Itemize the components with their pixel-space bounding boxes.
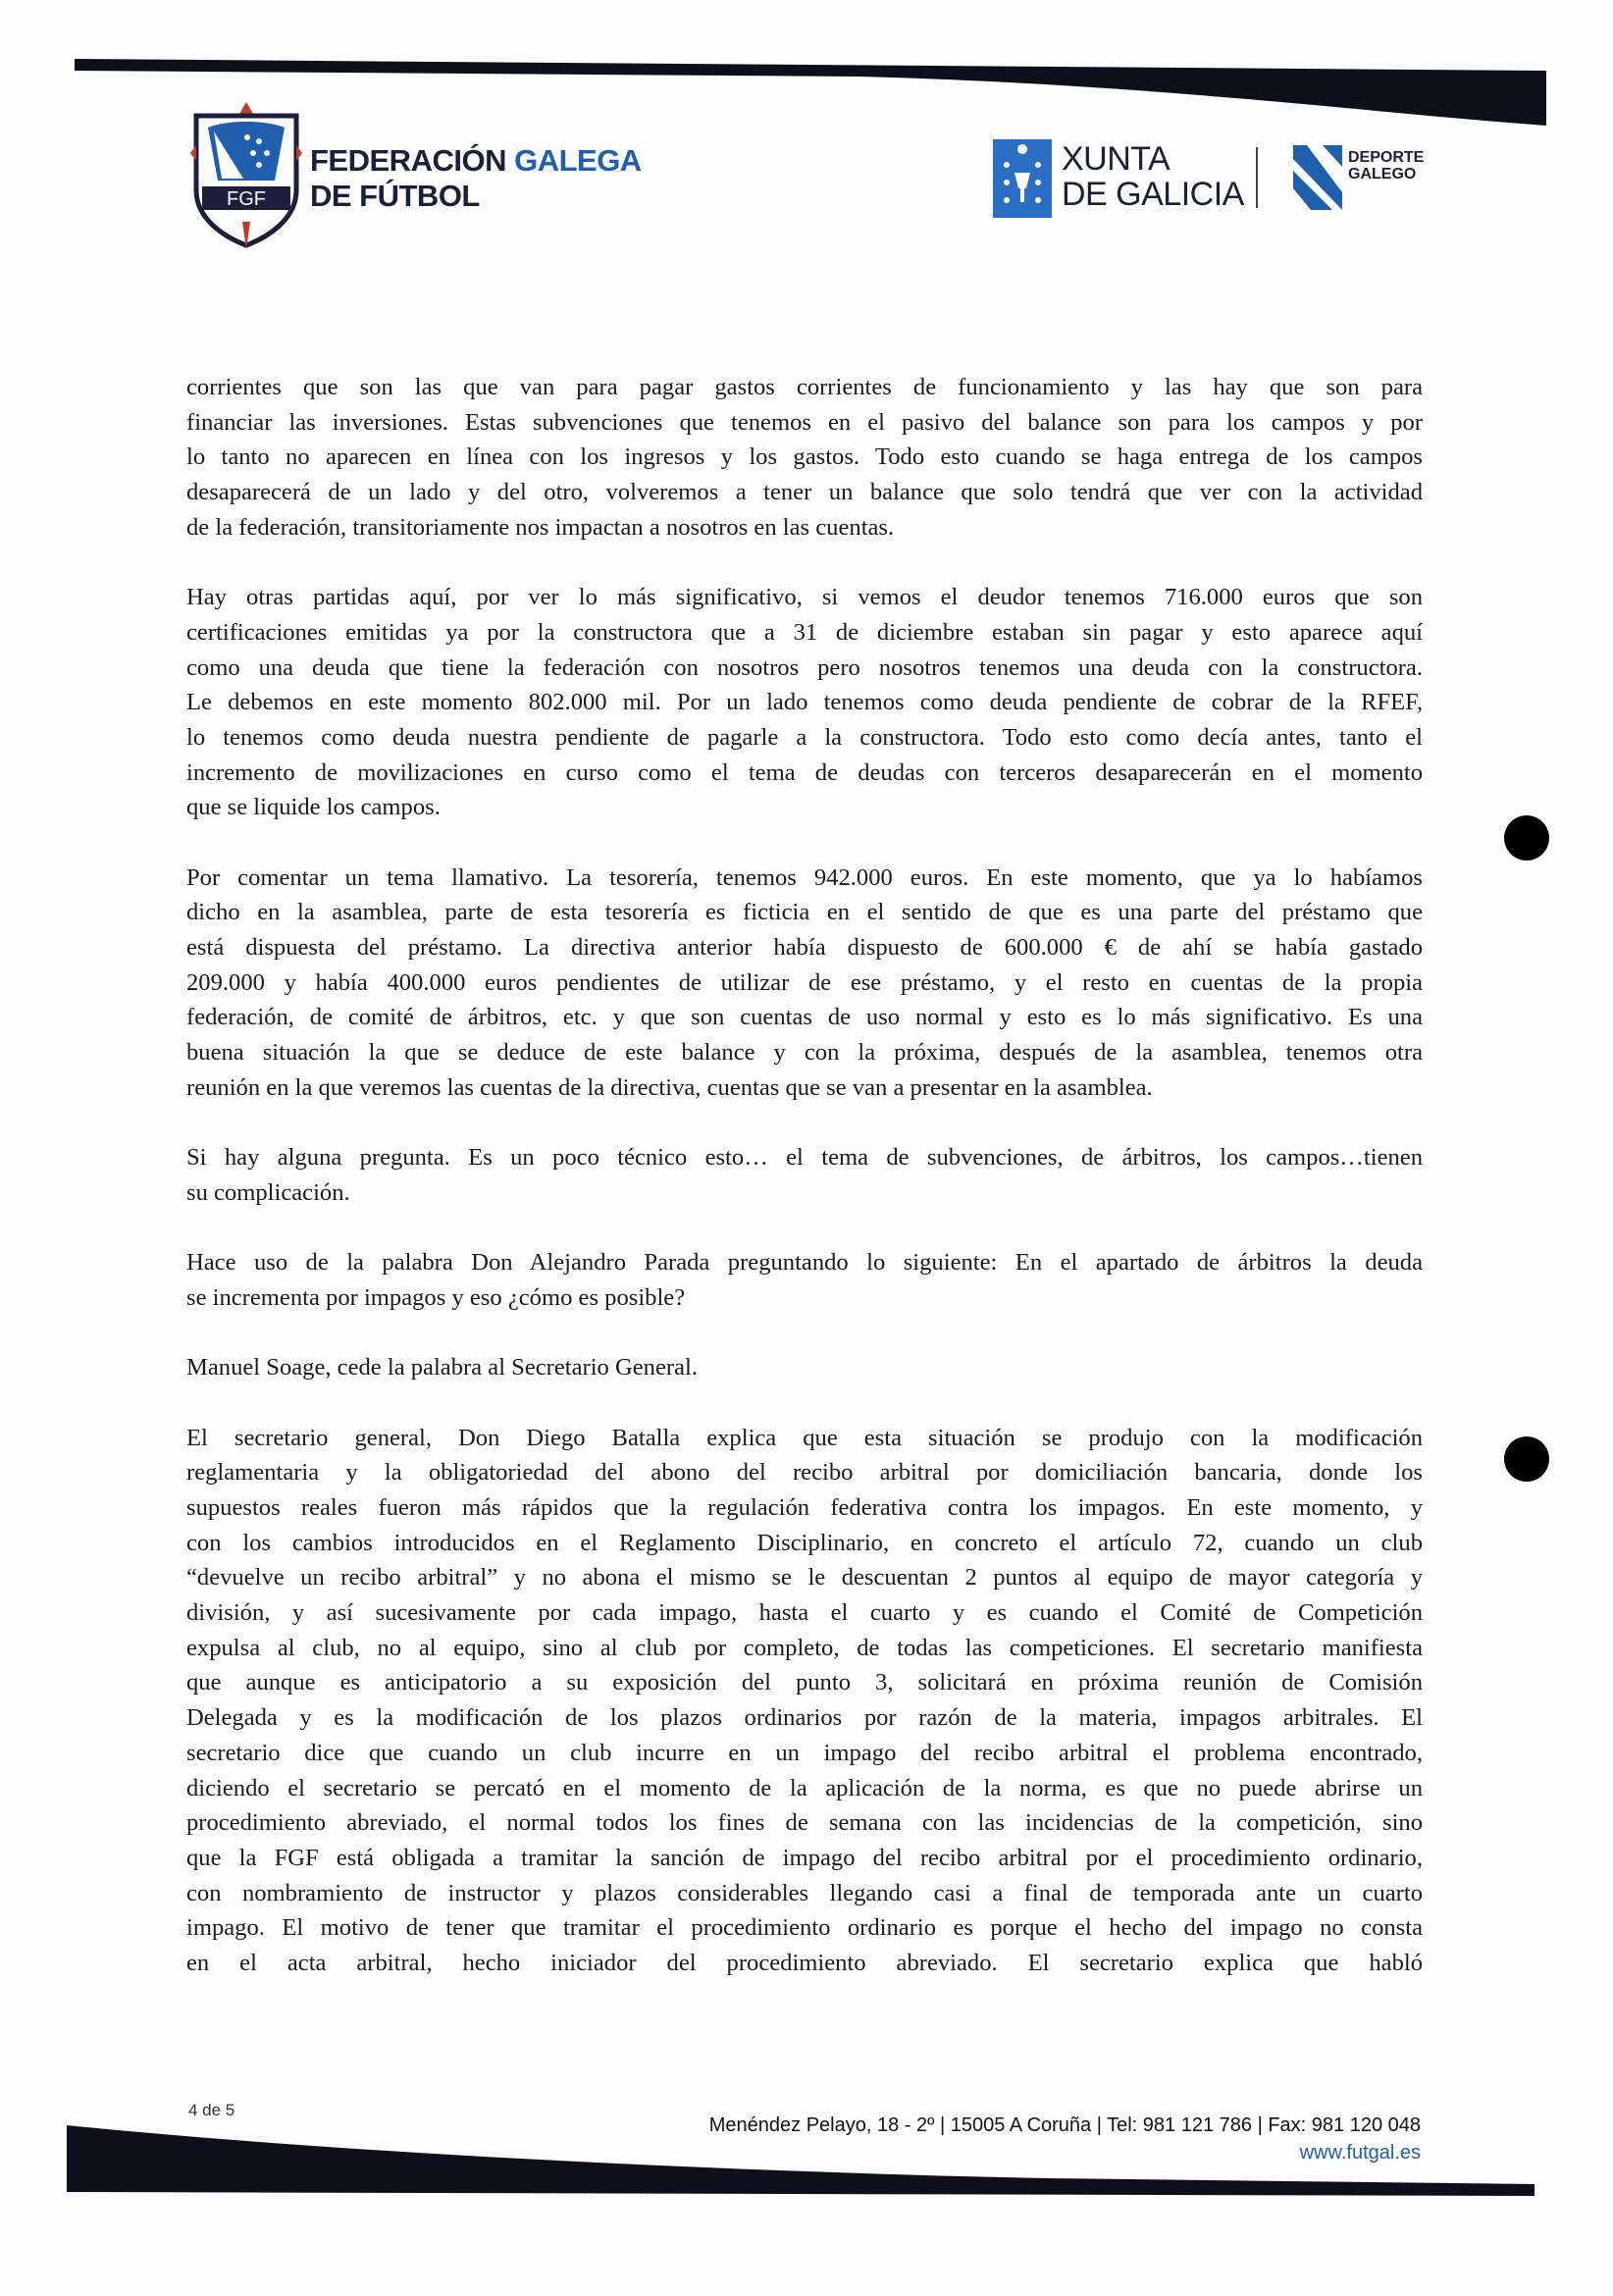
text-line: “devuelve un recibo arbitral” y no abona el mismo se le descuentan 2 puntos al equipo de mayor categoría y <box>186 1564 1423 1592</box>
document-body <box>186 370 1423 2015</box>
xunta-galicia-emblem <box>993 139 1052 218</box>
footer-website-link[interactable]: www.futgal.es <box>1299 2142 1421 2164</box>
deporte-galego-wordmark: DEPORTE GALEGO <box>1348 149 1425 183</box>
text-line: su complicación. <box>186 1178 350 1206</box>
punch-hole-mark <box>1504 815 1549 861</box>
paragraph <box>186 861 1423 1106</box>
text-line: que se liquide los campos. <box>186 794 441 821</box>
text-line: con los cambios introducidos en el Reglamento Disciplinario, en concreto el artículo 72, cuando un club <box>186 1529 1423 1556</box>
text-line: dicho en la asamblea, parte de esta tesorería es ficticia en el sentido de que es una parte del préstamo que <box>186 899 1423 926</box>
text-line: que aunque es anticipatorio a su exposición del punto 3, solicitará en próxima reunión de Comisión <box>186 1669 1423 1696</box>
deporte-galego-emblem <box>1293 145 1342 210</box>
paragraph <box>186 1421 1423 1981</box>
text-line: de la federación, transitoriamente nos impactan a nosotros en las cuentas. <box>186 513 895 541</box>
text-line: impago. El motivo de tener que tramitar el procedimiento ordinario es porque el hecho del impago no consta <box>186 1914 1423 1942</box>
text-line: Hay otras partidas aquí, por ver lo más significativo, si vemos el deudor tenemos 716.000 euros que son <box>186 584 1423 611</box>
text-line: división, y así sucesivamente por cada impago, hasta el cuarto y es cuando el Comité de Competición <box>186 1599 1423 1627</box>
text-line: buena situación la que se deduce de este balance y con la próxima, después de la asamblea, tenemos otra <box>186 1039 1423 1067</box>
text-line: 209.000 y había 400.000 euros pendientes de utilizar de ese préstamo, y el resto en cuentas de la propia <box>186 968 1423 996</box>
text-line: se incrementa por impagos y eso ¿cómo es posible? <box>186 1283 686 1311</box>
text-line: expulsa al club, no al equipo, sino al club por completo, de todas las competiciones. El secretario manifiesta <box>186 1634 1423 1661</box>
text-line: Por comentar un tema llamativo. La tesorería, tenemos 942.000 euros. En este momento, que ya lo habíamos <box>186 863 1423 891</box>
footer-decorative-bar <box>67 2125 1535 2198</box>
text-line: Hace uso de la palabra Don Alejandro Parada preguntando lo siguiente: En el apartado de árbitros la deuda <box>186 1249 1423 1277</box>
text-line: certificaciones emitidas ya por la constructora que a 31 de diciembre estaban sin pagar y esto aparece aquí <box>186 618 1423 646</box>
org-name: FEDERACIÓN GALEGA DE FÚTBOL <box>310 143 642 213</box>
paragraph <box>186 1350 1423 1385</box>
punch-hole-mark <box>1504 1436 1549 1482</box>
footer-address: Menéndez Pelayo, 18 - 2º | 15005 A Coruña | Tel: 981 121 786 | Fax: 981 120 048 <box>708 2114 1421 2136</box>
page-number: 4 de 5 <box>188 2101 235 2119</box>
text-line: corrientes que son las que van para pagar gastos corrientes de funcionamiento y las hay que son para <box>186 374 1423 400</box>
text-line: lo tenemos como deuda nuestra pendiente de pagarle a la constructora. Todo esto como decía antes, tanto el <box>186 723 1423 751</box>
text-line: Si hay alguna pregunta. Es un poco técnico esto… el tema de subvenciones, de árbitros, los campos…tienen <box>186 1144 1423 1172</box>
text-line: está dispuesta del préstamo. La directiva anterior había dispuesto de 600.000 € de ahí se había gastado <box>186 934 1423 961</box>
text-line: Manuel Soage, cede la palabra al Secretario General. <box>186 1354 698 1382</box>
text-line: Delegada y es la modificación de los plazos ordinarios por razón de la materia, impagos arbitrales. El <box>186 1704 1423 1732</box>
text-line: federación, de comité de árbitros, etc. y que son cuentas de uso normal y esto es lo más significativo. Es una <box>186 1004 1423 1031</box>
text-line: reunión en la que veremos las cuentas de la directiva, cuentas que se van a presentar en la asamblea. <box>186 1073 1153 1101</box>
text-line: con nombramiento de instructor y plazos considerables llegando casi a final de temporada ante un cuarto <box>186 1879 1423 1906</box>
paragraph <box>186 1245 1423 1315</box>
text-line: Le debemos en este momento 802.000 mil. Por un lado tenemos como deuda pendiente de cobrar de la RFEF, <box>186 689 1423 716</box>
paragraph <box>186 370 1423 545</box>
text-line: en el acta arbitral, hecho iniciador del procedimiento abreviado. El secretario explica que habló <box>186 1949 1423 1976</box>
text-line: El secretario general, Don Diego Batalla explica que esta situación se produjo con la modificación <box>186 1424 1423 1451</box>
shield-text: FGF <box>227 188 266 210</box>
text-line: supuestos reales fueron más rápidos que la regulación federativa contra los impagos. En este momento, y <box>186 1494 1423 1521</box>
text-line: procedimiento abreviado, el normal todos los fines de semana con las incidencias de la competición, sino <box>186 1809 1423 1837</box>
paragraph <box>186 580 1423 825</box>
text-line: como una deuda que tiene la federación con nosotros pero nosotros tenemos una deuda con la constructora. <box>186 653 1423 681</box>
text-line: desaparecerá de un lado y del otro, volveremos a tener un balance que solo tendrá que ver con la actividad <box>186 479 1423 506</box>
text-line: incremento de movilizaciones en curso como el tema de deudas con terceros desaparecerán en el momento <box>186 758 1423 786</box>
text-line: secretario dice que cuando un club incurre en un impago del recibo arbitral el problema encontrado, <box>186 1739 1423 1766</box>
paragraph <box>186 1140 1423 1210</box>
logo-divider <box>1256 147 1258 208</box>
fgf-shield-logo <box>188 102 304 251</box>
xunta-galicia-wordmark: XUNTA DE GALICIA <box>1062 140 1244 213</box>
text-line: financiar las inversiones. Estas subvenciones que tenemos en el pasivo del balance son para los campos y por <box>186 408 1423 436</box>
text-line: reglamentaria y la obligatoriedad del abono del recibo arbitral por domiciliación bancaria, donde los <box>186 1459 1423 1487</box>
text-line: que la FGF está obligada a tramitar la sanción de impago del recibo arbitral por el procedimiento ordinario, <box>186 1844 1423 1871</box>
text-line: diciendo el secretario se percató en el momento de la aplicación de la norma, es que no puede abrirse un <box>186 1774 1423 1801</box>
text-line: lo tanto no aparecen en línea con los ingresos y los gastos. Todo esto cuando se haga entrega de los campos <box>186 444 1423 471</box>
